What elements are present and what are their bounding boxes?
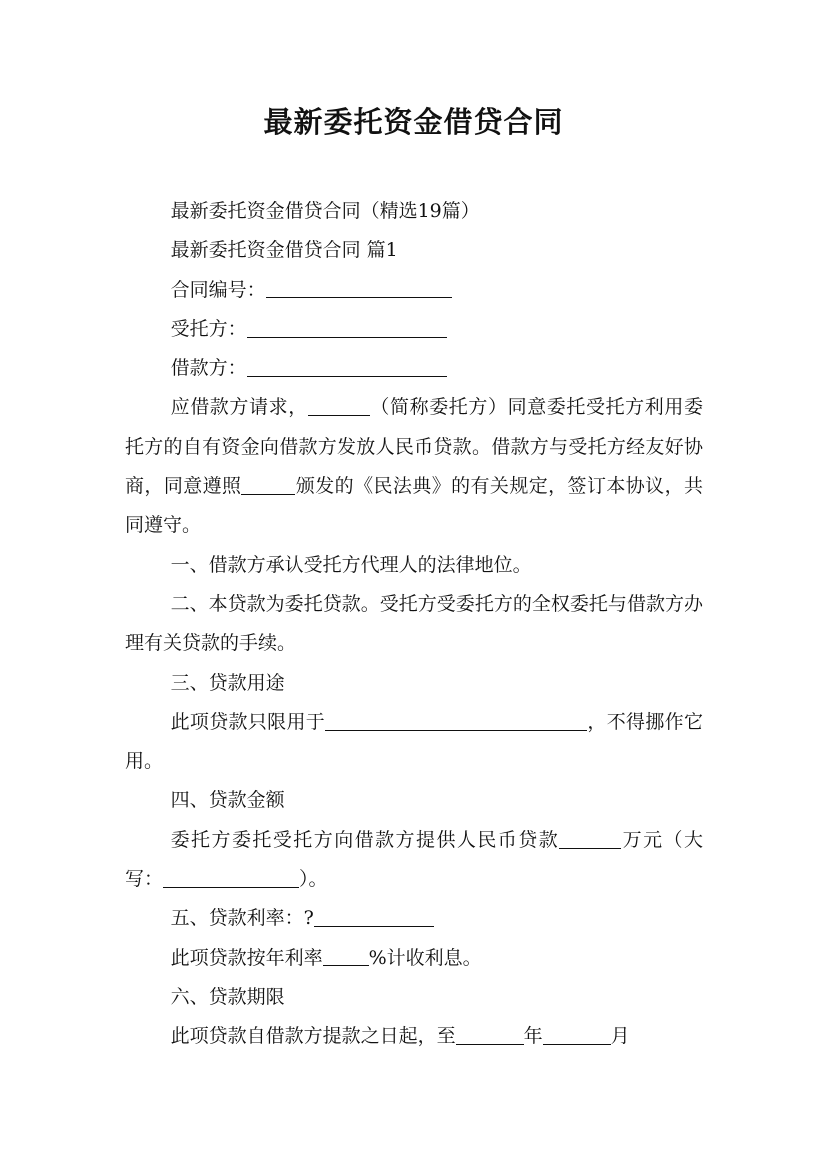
- document-body: [125, 192, 703, 1057]
- clause-6-heading: 六、贷款期限: [170, 985, 285, 1008]
- clause-5-heading-line: [125, 899, 703, 938]
- document-subtitle: 最新委托资金借贷合同（精选19篇）: [170, 200, 480, 222]
- interest-rate-blank: [314, 905, 434, 927]
- trustee-label: 受托方：: [170, 317, 247, 340]
- clause-5-heading: 五、贷款利率：?: [170, 907, 314, 930]
- clause-6-text-2: 年: [523, 1025, 543, 1048]
- borrower-label: 借款方：: [170, 357, 247, 380]
- clause-1: 一、借款方承认受托方代理人的法律地位。: [170, 553, 532, 576]
- clause-3-text-1: 此项贷款只限用于: [170, 710, 326, 733]
- trustee-line: [125, 310, 703, 349]
- annual-rate-blank: [323, 945, 369, 967]
- clause-4-text: [125, 821, 703, 900]
- contract-number-line: [125, 271, 703, 310]
- clause-5-text-1: 此项贷款按年利率: [170, 946, 323, 969]
- clause-4-text-2: 万元（大写：: [125, 828, 703, 891]
- clause-6-text-1: 此项贷款自借款方提款之日起，至: [170, 1025, 456, 1048]
- contract-number-label: 合同编号：: [170, 278, 266, 301]
- clause-6-text-3: 月: [610, 1025, 630, 1048]
- clause-5-text: [125, 939, 703, 978]
- clause-2: 二、本贷款为委托贷款。受托方受委托方的全权委托与借款方办理有关贷款的手续。: [125, 592, 703, 655]
- clause-4-text-1: 委托方委托受托方向借款方提供人民币贷款: [170, 828, 560, 851]
- borrower-line: [125, 349, 703, 388]
- clause-5-text-2: %计收利息。: [368, 946, 482, 969]
- intro-text-1: 应借款方请求，: [170, 396, 308, 419]
- clause-3-text: [125, 703, 703, 782]
- end-month-blank: [543, 1023, 611, 1045]
- borrower-blank: [247, 355, 447, 377]
- intro-text-2: （简称委托方）同意委托受托方利用委托方的自有资金向借款方发放人民币贷款。借款方与受托方经友好协商，同意遵照: [125, 396, 703, 498]
- clause-4-heading: 四、贷款金额: [170, 789, 285, 812]
- end-year-blank: [456, 1023, 524, 1045]
- clause-3-heading: 三、贷款用途: [170, 671, 285, 694]
- issuer-blank: [241, 473, 295, 495]
- article-heading: 最新委托资金借贷合同 篇1: [170, 239, 398, 262]
- loan-amount-blank: [559, 827, 621, 849]
- contract-number-blank: [266, 277, 452, 299]
- loan-amount-words-blank: [163, 866, 299, 888]
- intro-text-3: 颁发的《民法典》的有关规定，签订本协议，共同遵守。: [125, 475, 703, 537]
- intro-paragraph: [125, 388, 703, 545]
- clause-3-text-2: ，不得挪作它用。: [125, 710, 703, 773]
- trustee-blank: [247, 316, 447, 338]
- clause-6-text: [125, 1017, 703, 1056]
- document-title: 最新委托资金借贷合同: [263, 105, 564, 139]
- entrusting-party-blank: [308, 394, 370, 416]
- clause-4-text-3: ）。: [299, 868, 328, 891]
- loan-purpose-blank: [325, 709, 587, 731]
